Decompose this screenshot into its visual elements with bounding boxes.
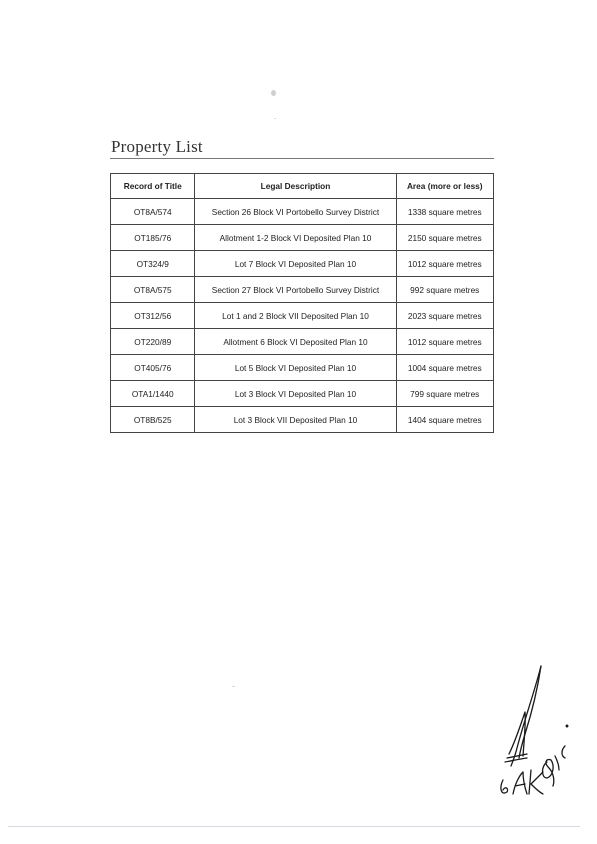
column-header-area: Area (more or less) xyxy=(396,174,494,199)
table-row xyxy=(111,303,494,329)
record-of-title-cell: OTA1/1440 xyxy=(111,381,195,407)
column-header-record-of-title: Record of Title xyxy=(111,174,195,199)
record-of-title-cell: OT8A/575 xyxy=(111,277,195,303)
table-row xyxy=(111,381,494,407)
legal-description-cell: Lot 7 Block VI Deposited Plan 10 xyxy=(195,251,396,277)
area-cell: 1004 square metres xyxy=(396,355,494,381)
area-cell: 1012 square metres xyxy=(396,329,494,355)
legal-description-cell: Lot 5 Block VI Deposited Plan 10 xyxy=(195,355,396,381)
record-of-title-cell: OT324/9 xyxy=(111,251,195,277)
scan-speck xyxy=(271,90,276,96)
record-of-title-cell: OT8B/525 xyxy=(111,407,195,433)
area-cell: 2023 square metres xyxy=(396,303,494,329)
column-header-legal-description: Legal Description xyxy=(195,174,396,199)
table-row xyxy=(111,277,494,303)
table-row xyxy=(111,329,494,355)
record-of-title-cell: OT185/76 xyxy=(111,225,195,251)
page-title: Property List xyxy=(111,137,203,156)
legal-description-cell: Lot 1 and 2 Block VII Deposited Plan 10 xyxy=(195,303,396,329)
table-row xyxy=(111,225,494,251)
legal-description-cell: Allotment 6 Block VI Deposited Plan 10 xyxy=(195,329,396,355)
area-cell: 799 square metres xyxy=(396,381,494,407)
table-row xyxy=(111,407,494,433)
legal-description-cell: Lot 3 Block VII Deposited Plan 10 xyxy=(195,407,396,433)
property-table xyxy=(110,173,494,433)
table-row xyxy=(111,199,494,225)
legal-description-cell: Allotment 1-2 Block VI Deposited Plan 10 xyxy=(195,225,396,251)
area-cell: 1404 square metres xyxy=(396,407,494,433)
scan-speck xyxy=(232,686,235,687)
legal-description-cell: Section 27 Block VI Portobello Survey District xyxy=(195,277,396,303)
record-of-title-cell: OT8A/574 xyxy=(111,199,195,225)
title-divider xyxy=(110,158,494,159)
handwritten-signature xyxy=(495,662,575,802)
area-cell: 1338 square metres xyxy=(396,199,494,225)
record-of-title-cell: OT220/89 xyxy=(111,329,195,355)
table-row xyxy=(111,355,494,381)
scan-speck xyxy=(274,118,276,119)
area-cell: 1012 square metres xyxy=(396,251,494,277)
table-row xyxy=(111,251,494,277)
page-bottom-line xyxy=(8,826,580,827)
area-cell: 992 square metres xyxy=(396,277,494,303)
table-header-row xyxy=(111,174,494,199)
record-of-title-cell: OT312/56 xyxy=(111,303,195,329)
legal-description-cell: Lot 3 Block VI Deposited Plan 10 xyxy=(195,381,396,407)
area-cell: 2150 square metres xyxy=(396,225,494,251)
legal-description-cell: Section 26 Block VI Portobello Survey District xyxy=(195,199,396,225)
record-of-title-cell: OT405/76 xyxy=(111,355,195,381)
